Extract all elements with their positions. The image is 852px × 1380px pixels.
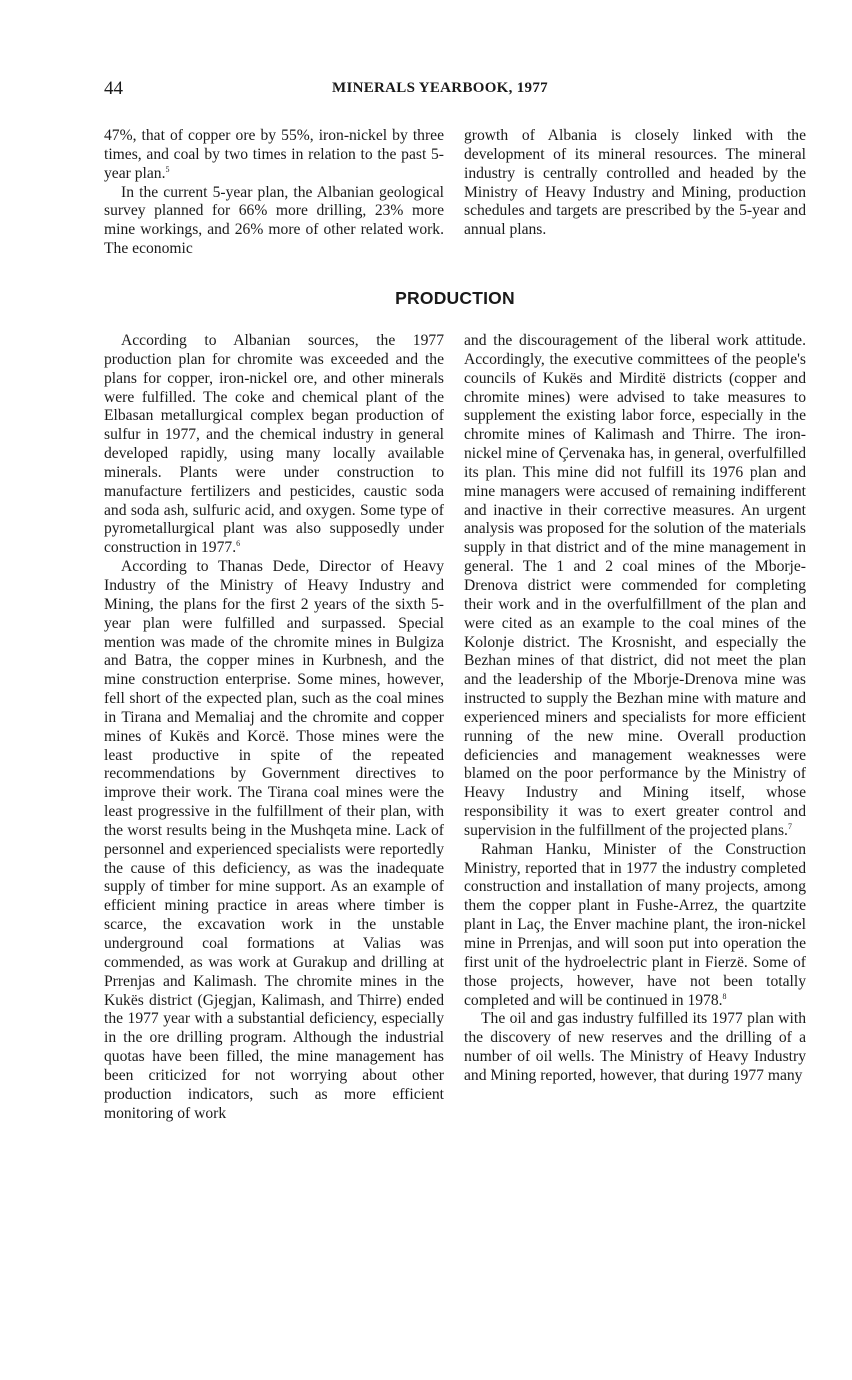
paragraph: According to Thanas Dede, Director of Heavy Industry of the Ministry of Heavy Industry and Mining, the plans for the first 2 years of the sixth 5-year plan were fulfilled and surpassed. Special mention was made of the chromite mines in Bulgiza and Batra, the copper mines in Kurbnesh, and the mine construction enterprise. Some mines, however, fell short of the expected plan, such as the coal mines in Tirana and Memaliaj and the chromite and copper mines of Kukës and Korcë. Those mines were the least productive in spite of the repeated recommendations by Government directives to improve their work. The Tirana coal mines were the least progressive in the fulfillment of their plan, with the worst results being in the Mushqeta mine. Lack of personnel and experienced specialists were reportedly the cause of this deficiency, as was the inadequate supply of timber for mine support. As an example of efficient mining practice in areas where timber is scarce, the excavation work in the unstable underground coal formations at Valias was commended, as was work at Gurakup and drilling at Prrenjas and Kalimash. The chromite mines in the Kukës district (Gjegjan, Kalimash, and Thirre) ended the 1977 year with a substantial deficiency, especially in the ore drilling program. Although the industrial quotas have been filled, the mine management has been criticized for not worrying about other production indicators, such as more efficient monitoring of work: [104, 558, 444, 1122]
paragraph: The oil and gas industry fulfilled its 1977 plan with the discovery of new reserves and the drilling of a number of oil wells. The Ministry of Heavy Industry and Mining reported, however, that during 1977 many: [464, 1010, 806, 1084]
intro-right-column: [464, 127, 806, 240]
running-head-title: MINERALS YEARBOOK, 1977: [332, 80, 548, 96]
page-number: 44: [104, 78, 123, 99]
footnote-marker: 8: [722, 991, 727, 1001]
paragraph: and the discouragement of the liberal work attitude. Accordingly, the executive committees of the people's councils of Kukës and Mirditë districts (copper and chromite mines) were advised to take measures to supplement the existing labor force, especially in the chromite mines of Kalimash and Thirre. The iron-nickel mine of Çervenaka has, in general, overfulfilled its plan. This mine did not fulfill its 1976 plan and mine managers were accused of remaining indifferent and inactive in their corrective measures. An urgent analysis was proposed for the solution of the materials supply in that district and of the mine management in general. The 1 and 2 coal mines of the Mborje-Drenova district were commended for completing their work and in the overfulfillment of the plan and were cited as an example to the coal mines of the Kolonje district. The Krosnisht, and especially the Bezhan mines of that district, did not meet the plan and the leadership of the Mborje-Drenova mine was instructed to supply the Bezhan mine with mature and experienced miners and specialists for more efficient running of the new mine. Overall production deficiencies and management weaknesses were blamed on the poor performance by the Ministry of Heavy Industry and Mining itself, whose responsibility it was to exert greater control and supervision in the fulfillment of the projected plans.$^7$: [464, 332, 806, 839]
running-header: [104, 78, 806, 102]
paragraph: 47%, that of copper ore by 55%, iron-nickel by three times, and coal by two times in relation to the past 5-year plan.$^5$: [104, 127, 444, 182]
production-left-column: [104, 332, 444, 1123]
paragraph: growth of Albania is closely linked with the development of its mineral resources. The mineral industry is centrally controlled and headed by the Ministry of Heavy Industry and Mining, production schedules and targets are prescribed by the 5-year and annual plans.: [464, 127, 806, 239]
footnote-marker: 7: [787, 821, 792, 831]
paragraph: Rahman Hanku, Minister of the Construction Ministry, reported that in 1977 the industry completed construction and installation of many projects, among them the copper plant in Fushe-Arrez, the quartzite plant in Laç, the Enver machine plant, the iron-nickel mine in Prrenjas, and will soon put into operation the first unit of the hydroelectric plant in Fierzë. Some of those projects, however, have not been totally completed and will be continued in 1978.$^8$: [464, 840, 806, 1009]
footnote-marker: 6: [236, 539, 241, 549]
paragraph: According to Albanian sources, the 1977 production plan for chromite was exceeded and the plans for copper, iron-nickel ore, and other minerals were fulfilled. The coke and chemical plant of the Elbasan metallurgical complex began production of sulfur in 1977, and the chemical industry in general developed rapidly, using many locally available minerals. Plants were under construction to manufacture fertilizers and pesticides, caustic soda and soda ash, sulfuric acid, and oxygen. Some type of pyrometallurgical plant was also supposedly under construction in 1977.$^6$: [104, 332, 444, 557]
intro-left-column: [104, 127, 444, 259]
section-heading: PRODUCTION: [395, 288, 515, 308]
paragraph: In the current 5-year plan, the Albanian geological survey planned for 66% more drilling, 23% more mine workings, and 26% more of other related work. The economic: [104, 183, 444, 258]
production-right-column: [464, 332, 806, 1086]
footnote-marker: 5: [165, 164, 170, 174]
